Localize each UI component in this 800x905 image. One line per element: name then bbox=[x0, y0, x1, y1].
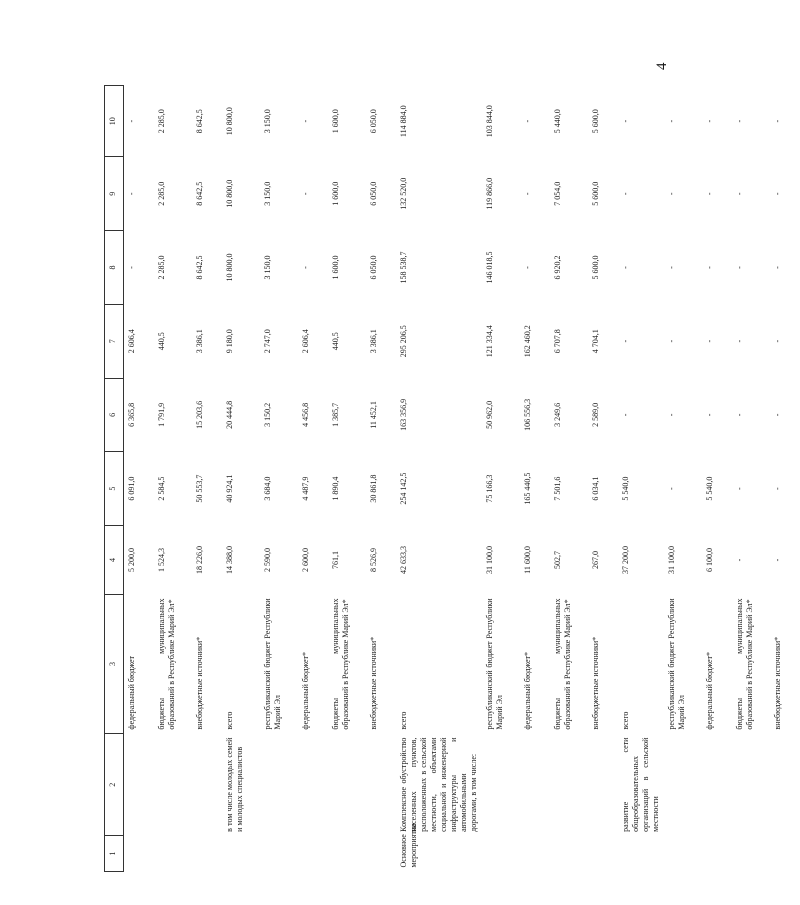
amount-cell: - bbox=[666, 487, 676, 490]
table-row bbox=[770, 86, 800, 872]
category-cell bbox=[588, 836, 618, 872]
category-cell bbox=[192, 836, 222, 872]
amount-cell: - bbox=[300, 192, 310, 196]
amount-cell: - bbox=[734, 339, 744, 343]
column-header: 9 bbox=[105, 157, 124, 231]
amount-cell: 119 866,0 bbox=[484, 177, 494, 210]
amount-cell: 146 018,5 bbox=[484, 251, 494, 284]
table-row bbox=[618, 86, 664, 872]
amount-cell: 6 100,0 bbox=[704, 547, 714, 572]
amount-cell: 4 456,8 bbox=[300, 402, 310, 427]
table-row bbox=[664, 86, 702, 872]
category-cell bbox=[482, 836, 520, 872]
amount-cell: - bbox=[704, 192, 714, 196]
table-body bbox=[124, 86, 800, 872]
table-row bbox=[328, 86, 366, 872]
amount-cell: 440,5 bbox=[330, 332, 340, 351]
amount-cell: 295 206,5 bbox=[398, 325, 408, 358]
amount-cell: 6 050,0 bbox=[368, 109, 378, 134]
funding-source-cell: внебюджетные источники* bbox=[590, 636, 600, 730]
amount-cell: - bbox=[666, 339, 676, 343]
amount-cell: 10 800,0 bbox=[224, 107, 234, 136]
amount-cell: 3 386,1 bbox=[368, 329, 378, 354]
funding-source-cell: бюджеты муниципальных образований в Республике Марий Эл* bbox=[734, 598, 754, 730]
funding-source-cell: бюджеты муниципальных образований в Республике Марий Эл* bbox=[156, 598, 176, 730]
category-cell bbox=[520, 836, 550, 872]
table-row bbox=[366, 86, 396, 872]
amount-cell: - bbox=[620, 266, 630, 269]
amount-cell: - bbox=[734, 487, 744, 490]
amount-cell: 121 334,4 bbox=[484, 325, 494, 358]
funding-source-cell: всего bbox=[398, 711, 408, 730]
funding-source-cell: республиканский бюджет Республики Марий Эл bbox=[262, 598, 282, 730]
amount-cell: 502,7 bbox=[552, 550, 562, 569]
measure-cell: Комплексное обустройство населенных пунктов, расположенных в сельской местности, объектами социальной и инженерной инфраструктуры и автомобильными дорогами, в том числе: bbox=[398, 737, 478, 832]
table-row bbox=[732, 86, 770, 872]
amount-cell: - bbox=[734, 192, 744, 196]
amount-cell: 103 844,0 bbox=[484, 105, 494, 138]
amount-cell: 1 600,0 bbox=[330, 255, 340, 280]
funding-source-cell: бюджеты муниципальных образований в Республике Марий Эл* bbox=[330, 598, 350, 730]
amount-cell: 5 600,0 bbox=[590, 181, 600, 206]
column-header: 8 bbox=[105, 231, 124, 305]
amount-cell: 7 501,6 bbox=[552, 476, 562, 501]
amount-cell: 3 386,1 bbox=[194, 329, 204, 354]
category-cell bbox=[550, 836, 588, 872]
measure-cell: в том числе молодых семей и молодых специалистов bbox=[224, 737, 244, 832]
amount-cell: 254 142,5 bbox=[398, 472, 408, 505]
amount-cell: 165 440,5 bbox=[522, 472, 532, 505]
table-row bbox=[550, 86, 588, 872]
amount-cell: 9 180,0 bbox=[224, 329, 234, 354]
category-cell bbox=[770, 836, 800, 872]
category-cell bbox=[328, 836, 366, 872]
measure-cell bbox=[192, 734, 222, 836]
column-header: 1 bbox=[105, 836, 124, 872]
table-row bbox=[702, 86, 732, 872]
amount-cell: - bbox=[704, 266, 714, 269]
category-cell bbox=[732, 836, 770, 872]
measure-cell bbox=[588, 734, 618, 836]
amount-cell: 1 600,0 bbox=[330, 181, 340, 206]
amount-cell: - bbox=[127, 119, 136, 123]
amount-cell: 5 200,0 bbox=[127, 547, 136, 572]
amount-cell: - bbox=[522, 119, 532, 123]
amount-cell: - bbox=[704, 119, 714, 123]
amount-cell: - bbox=[666, 413, 676, 417]
amount-cell: 1 890,4 bbox=[330, 476, 340, 501]
table-row bbox=[588, 86, 618, 872]
amount-cell: 3 249,6 bbox=[552, 402, 562, 427]
category-cell bbox=[260, 836, 298, 872]
amount-cell: 4 487,9 bbox=[300, 476, 310, 501]
amount-cell: 1 385,7 bbox=[330, 402, 340, 427]
amount-cell: - bbox=[620, 339, 630, 343]
amount-cell: 162 460,2 bbox=[522, 325, 532, 358]
amount-cell: 18 226,0 bbox=[194, 545, 204, 574]
amount-cell: 5 540,0 bbox=[704, 476, 714, 501]
amount-cell: 2 584,5 bbox=[156, 476, 166, 501]
amount-cell: 2 285,0 bbox=[156, 255, 166, 280]
amount-cell: 2 285,0 bbox=[156, 109, 166, 134]
measure-cell bbox=[732, 734, 770, 836]
funding-source-cell: федеральный бюджет* bbox=[300, 651, 310, 730]
amount-cell: - bbox=[734, 413, 744, 417]
amount-cell: - bbox=[666, 192, 676, 196]
amount-cell: - bbox=[522, 192, 532, 196]
funding-source-cell: внебюджетные источники* bbox=[368, 636, 378, 730]
amount-cell: - bbox=[300, 119, 310, 123]
amount-cell: 440,5 bbox=[156, 332, 166, 351]
category-cell bbox=[702, 836, 732, 872]
amount-cell: 163 356,9 bbox=[398, 398, 408, 431]
funding-source-cell: всего bbox=[620, 711, 630, 730]
category-cell bbox=[154, 836, 192, 872]
category-cell bbox=[124, 836, 154, 872]
amount-cell: - bbox=[127, 192, 136, 196]
amount-cell: 50 962,0 bbox=[484, 400, 494, 429]
amount-cell: 8 642,5 bbox=[194, 181, 204, 206]
table-row bbox=[482, 86, 520, 872]
amount-cell: 761,1 bbox=[330, 550, 340, 569]
funding-source-cell: республиканский бюджет Республики Марий Эл bbox=[666, 598, 686, 730]
amount-cell: 2 600,0 bbox=[300, 547, 310, 572]
measure-cell bbox=[260, 734, 298, 836]
amount-cell: - bbox=[734, 266, 744, 269]
category-cell: Основное мероприятие bbox=[398, 823, 418, 868]
amount-cell: 5 440,0 bbox=[552, 109, 562, 134]
table-row bbox=[396, 86, 482, 872]
amount-cell: 6 920,2 bbox=[552, 255, 562, 280]
amount-cell: 14 388,0 bbox=[224, 545, 234, 574]
amount-cell: - bbox=[772, 266, 782, 269]
table-header-row bbox=[105, 86, 124, 872]
table-row bbox=[520, 86, 550, 872]
amount-cell: 8 642,5 bbox=[194, 109, 204, 134]
amount-cell: - bbox=[666, 119, 676, 123]
amount-cell: 10 800,0 bbox=[224, 253, 234, 282]
amount-cell: 4 704,1 bbox=[590, 329, 600, 354]
amount-cell: 158 538,7 bbox=[398, 251, 408, 284]
category-cell bbox=[366, 836, 396, 872]
column-header: 10 bbox=[105, 86, 124, 157]
amount-cell: 2 590,0 bbox=[262, 547, 272, 572]
amount-cell: - bbox=[772, 192, 782, 196]
amount-cell: 10 800,0 bbox=[224, 179, 234, 208]
measure-cell bbox=[482, 734, 520, 836]
amount-cell: 31 100,0 bbox=[666, 545, 676, 574]
amount-cell: - bbox=[772, 558, 782, 562]
amount-cell: - bbox=[127, 266, 136, 269]
amount-cell: 5 540,0 bbox=[620, 476, 630, 501]
measure-cell bbox=[124, 734, 154, 836]
measure-cell bbox=[520, 734, 550, 836]
measure-cell bbox=[328, 734, 366, 836]
funding-source-cell: всего bbox=[224, 711, 234, 730]
amount-cell: 50 553,7 bbox=[194, 474, 204, 503]
amount-cell: 5 600,0 bbox=[590, 255, 600, 280]
amount-cell: 37 200,0 bbox=[620, 545, 630, 574]
amount-cell: - bbox=[734, 558, 744, 562]
funding-source-cell: федеральный бюджет* bbox=[704, 651, 714, 730]
amount-cell: 31 100,0 bbox=[484, 545, 494, 574]
funding-source-cell: федеральный бюджет* bbox=[522, 651, 532, 730]
column-header: 6 bbox=[105, 378, 124, 452]
amount-cell: 2 606,4 bbox=[127, 329, 136, 354]
amount-cell: - bbox=[772, 339, 782, 343]
amount-cell: 6 091,0 bbox=[127, 476, 136, 501]
amount-cell: 6 050,0 bbox=[368, 255, 378, 280]
table-row bbox=[222, 86, 260, 872]
amount-cell: 15 203,6 bbox=[194, 400, 204, 429]
column-header: 2 bbox=[105, 734, 124, 836]
measure-cell bbox=[154, 734, 192, 836]
amount-cell: 30 861,8 bbox=[368, 474, 378, 503]
amount-cell: 8 642,5 bbox=[194, 255, 204, 280]
table-row bbox=[154, 86, 192, 872]
amount-cell: 75 166,3 bbox=[484, 474, 494, 503]
amount-cell: 6 034,1 bbox=[590, 476, 600, 501]
amount-cell: 6 707,8 bbox=[552, 329, 562, 354]
amount-cell: 3 150,0 bbox=[262, 255, 272, 280]
funding-source-cell: внебюджетные источники* bbox=[772, 636, 782, 730]
measure-cell bbox=[366, 734, 396, 836]
column-header: 7 bbox=[105, 304, 124, 378]
category-cell bbox=[298, 836, 328, 872]
amount-cell: 3 150,0 bbox=[262, 109, 272, 134]
funding-source-cell: республиканский бюджет Республики Марий Эл bbox=[484, 598, 504, 730]
budget-table bbox=[104, 85, 800, 872]
amount-cell: - bbox=[300, 266, 310, 269]
amount-cell: - bbox=[666, 266, 676, 269]
funding-source-cell: внебюджетные источники* bbox=[194, 636, 204, 730]
amount-cell: - bbox=[620, 413, 630, 417]
amount-cell: - bbox=[734, 119, 744, 123]
amount-cell: 114 884,0 bbox=[398, 105, 408, 138]
amount-cell: 1 600,0 bbox=[330, 109, 340, 134]
amount-cell: 6 050,0 bbox=[368, 181, 378, 206]
amount-cell: - bbox=[772, 119, 782, 123]
table-row bbox=[192, 86, 222, 872]
amount-cell: 6 365,8 bbox=[127, 402, 136, 427]
amount-cell: 2 285,0 bbox=[156, 181, 166, 206]
amount-cell: 2 589,0 bbox=[590, 402, 600, 427]
amount-cell: 2 606,4 bbox=[300, 329, 310, 354]
amount-cell: - bbox=[620, 119, 630, 123]
amount-cell: 5 600,0 bbox=[590, 109, 600, 134]
table-row bbox=[260, 86, 298, 872]
amount-cell: 1 791,9 bbox=[156, 402, 166, 427]
amount-cell: 3 150,2 bbox=[262, 402, 272, 427]
amount-cell: - bbox=[522, 266, 532, 269]
column-header: 4 bbox=[105, 526, 124, 595]
amount-cell: 20 444,8 bbox=[224, 400, 234, 429]
budget-table-page bbox=[104, 85, 782, 872]
amount-cell: 2 747,0 bbox=[262, 329, 272, 354]
category-cell bbox=[222, 836, 260, 872]
measure-cell bbox=[702, 734, 732, 836]
amount-cell: 11 600,0 bbox=[522, 546, 532, 574]
amount-cell: 3 684,0 bbox=[262, 476, 272, 501]
column-header: 5 bbox=[105, 452, 124, 526]
amount-cell: 11 452,1 bbox=[368, 401, 378, 429]
amount-cell: 132 520,0 bbox=[398, 177, 408, 210]
measure-cell: развитие сети общеобразовательных организаций в сельской местности bbox=[620, 737, 660, 832]
measure-cell bbox=[664, 734, 702, 836]
measure-cell bbox=[298, 734, 328, 836]
amount-cell: - bbox=[772, 487, 782, 490]
table-row bbox=[124, 86, 154, 872]
funding-source-cell: бюджеты муниципальных образований в Республике Марий Эл* bbox=[552, 598, 572, 730]
amount-cell: 3 150,0 bbox=[262, 181, 272, 206]
measure-cell bbox=[550, 734, 588, 836]
amount-cell: 1 524,3 bbox=[156, 547, 166, 572]
table-row bbox=[298, 86, 328, 872]
page-number: 4 bbox=[654, 62, 670, 70]
column-header: 3 bbox=[105, 594, 124, 733]
measure-cell bbox=[770, 734, 800, 836]
amount-cell: 267,0 bbox=[590, 550, 600, 569]
amount-cell: - bbox=[704, 413, 714, 417]
amount-cell: - bbox=[772, 413, 782, 417]
funding-source-cell: федеральный бюджет bbox=[127, 655, 136, 730]
amount-cell: 42 633,3 bbox=[398, 545, 408, 574]
category-cell bbox=[664, 836, 702, 872]
amount-cell: - bbox=[620, 192, 630, 196]
category-cell bbox=[618, 836, 664, 872]
amount-cell: 8 526,9 bbox=[368, 547, 378, 572]
amount-cell: 106 556,3 bbox=[522, 398, 532, 431]
amount-cell: 40 924,1 bbox=[224, 474, 234, 503]
amount-cell: 7 054,0 bbox=[552, 181, 562, 206]
amount-cell: - bbox=[704, 339, 714, 343]
